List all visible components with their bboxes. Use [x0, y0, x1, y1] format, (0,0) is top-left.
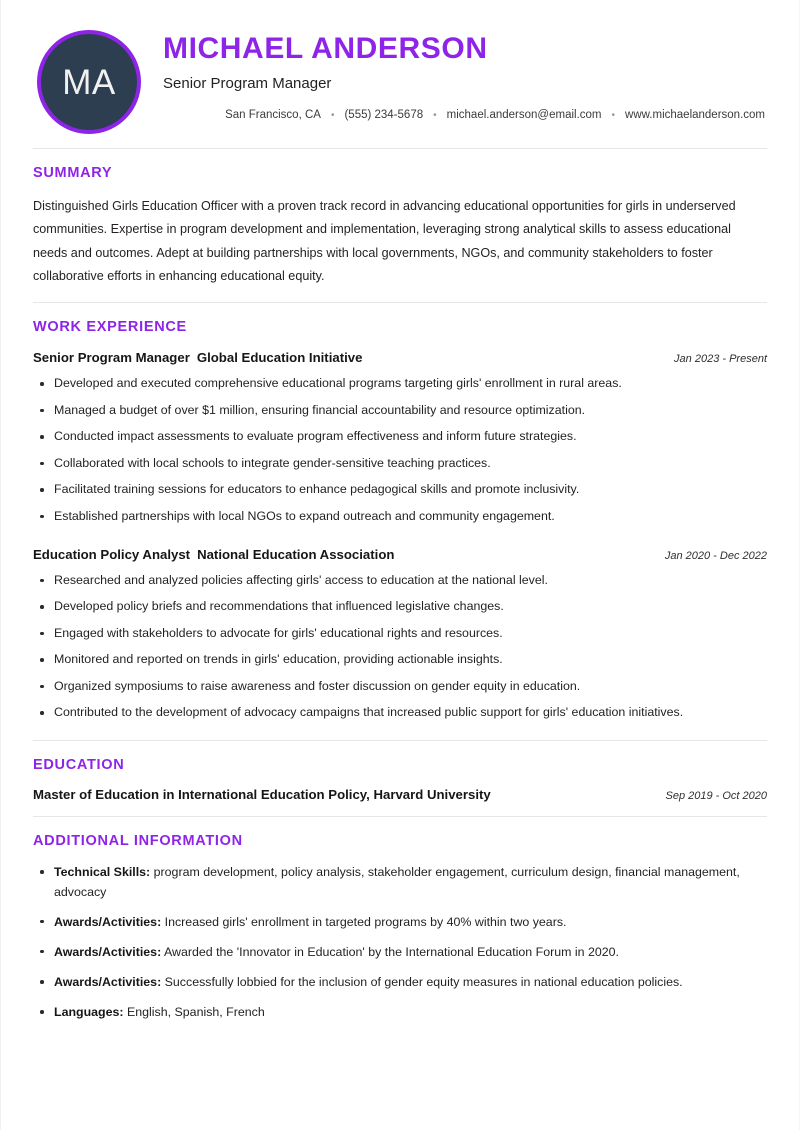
header-text-block [141, 22, 767, 121]
experience-company: Global Education Initiative [196, 350, 363, 366]
item-label: Languages: [54, 1005, 124, 1020]
contact-separator-icon: • [330, 109, 335, 121]
list-item: Conducted impact assessments to evaluate program effectiveness and inform future strategies. [33, 428, 767, 446]
experience-heading [33, 546, 394, 563]
additional-information-list [33, 863, 767, 1022]
list-item: Managed a budget of over $1 million, ensuring financial accountability and resource optimization. [33, 402, 767, 420]
list-item: Organized symposiums to raise awareness and foster discussion on gender equity in education. [33, 678, 767, 696]
contact-email[interactable]: michael.anderson@email.com [446, 109, 602, 121]
list-item: Engaged with stakeholders to advocate for girls' educational rights and resources. [33, 625, 767, 643]
contact-separator-icon: • [611, 109, 616, 121]
list-item [33, 973, 767, 992]
experience-role: Senior Program Manager [33, 350, 190, 366]
item-label: Awards/Activities: [54, 914, 162, 929]
education-degree: Master of Education in International Education Policy, Harvard University [33, 787, 491, 803]
section-title-summary: SUMMARY [33, 165, 113, 181]
list-item: Developed policy briefs and recommendations that influenced legislative changes. [33, 598, 767, 616]
avatar [37, 30, 141, 134]
avatar-initials: MA [62, 62, 116, 102]
contact-phone: (555) 234-5678 [344, 109, 424, 121]
experience-entry-header [33, 546, 767, 563]
experience-entry [33, 546, 767, 723]
section-work-experience [33, 303, 767, 740]
summary-text: Distinguished Girls Education Officer with a proven track record in advancing educational opportunities for girls in underserved communities. Expertise in program development and implementation, leveraging strong analytical skills to assess educational needs and outcomes. Adept at building partnerships with local governments, NGOs, and community stakeholders to foster collaborative efforts in enhancing educational equity. [33, 199, 736, 283]
list-item: Contributed to the development of advocacy campaigns that increased public support for girls' education initiatives. [33, 704, 767, 722]
page-title: MICHAEL ANDERSON [163, 32, 488, 65]
section-title-education: EDUCATION [33, 757, 125, 774]
contact-website[interactable]: www.michaelanderson.com [625, 109, 765, 121]
list-item: Established partnerships with local NGOs to expand outreach and community engagement. [33, 508, 767, 526]
item-value: Awarded the 'Innovator in Education' by the International Education Forum in 2020. [163, 944, 619, 959]
experience-entry [33, 349, 767, 526]
item-value: program development, policy analysis, stakeholder engagement, curriculum design, financial management, advocacy [54, 865, 740, 899]
section-title-work-experience: WORK EXPERIENCE [33, 319, 187, 336]
resume-header [33, 0, 767, 148]
contact-separator-icon: • [433, 109, 437, 121]
experience-company: National Education Association [197, 546, 395, 562]
experience-bullet-list [33, 572, 767, 722]
education-entry [33, 787, 767, 802]
section-title-additional-information: ADDITIONAL INFORMATION [33, 833, 243, 850]
header-job-title: Senior Program Manager [163, 75, 332, 92]
experience-bullet-list [33, 375, 767, 525]
experience-date: Jan 2020 - Dec 2022 [664, 549, 767, 562]
list-item [33, 1003, 767, 1022]
experience-heading [33, 349, 362, 366]
list-item: Monitored and reported on trends in girls' education, providing actionable insights. [33, 651, 767, 669]
experience-entry-header [33, 349, 767, 366]
experience-date: Jan 2023 - Present [674, 353, 767, 366]
item-value: English, Spanish, French [127, 1005, 265, 1020]
item-label: Technical Skills: [54, 865, 151, 880]
list-item: Collaborated with local schools to integrate gender-sensitive teaching practices. [33, 455, 767, 473]
section-education [33, 741, 767, 816]
section-additional-information [33, 817, 767, 1047]
experience-role: Education Policy Analyst [33, 546, 191, 562]
contact-line [163, 109, 767, 121]
item-value: Successfully lobbied for the inclusion of gender equity measures in national education policies. [164, 975, 683, 990]
list-item: Facilitated training sessions for educators to enhance pedagogical skills and promote inclusivity. [33, 481, 767, 499]
list-item [33, 863, 767, 901]
item-label: Awards/Activities: [54, 944, 162, 959]
item-label: Awards/Activities: [54, 975, 162, 990]
section-summary [33, 149, 767, 302]
item-value: Increased girls' enrollment in targeted programs by 40% within two years. [164, 914, 567, 929]
list-item: Developed and executed comprehensive educational programs targeting girls' enrollment in rural areas. [33, 375, 767, 393]
list-item: Researched and analyzed policies affecting girls' access to education at the national level. [33, 572, 767, 590]
education-date: Sep 2019 - Oct 2020 [665, 790, 767, 803]
list-item [33, 913, 767, 932]
list-item [33, 943, 767, 962]
contact-location: San Francisco, CA [225, 109, 321, 121]
